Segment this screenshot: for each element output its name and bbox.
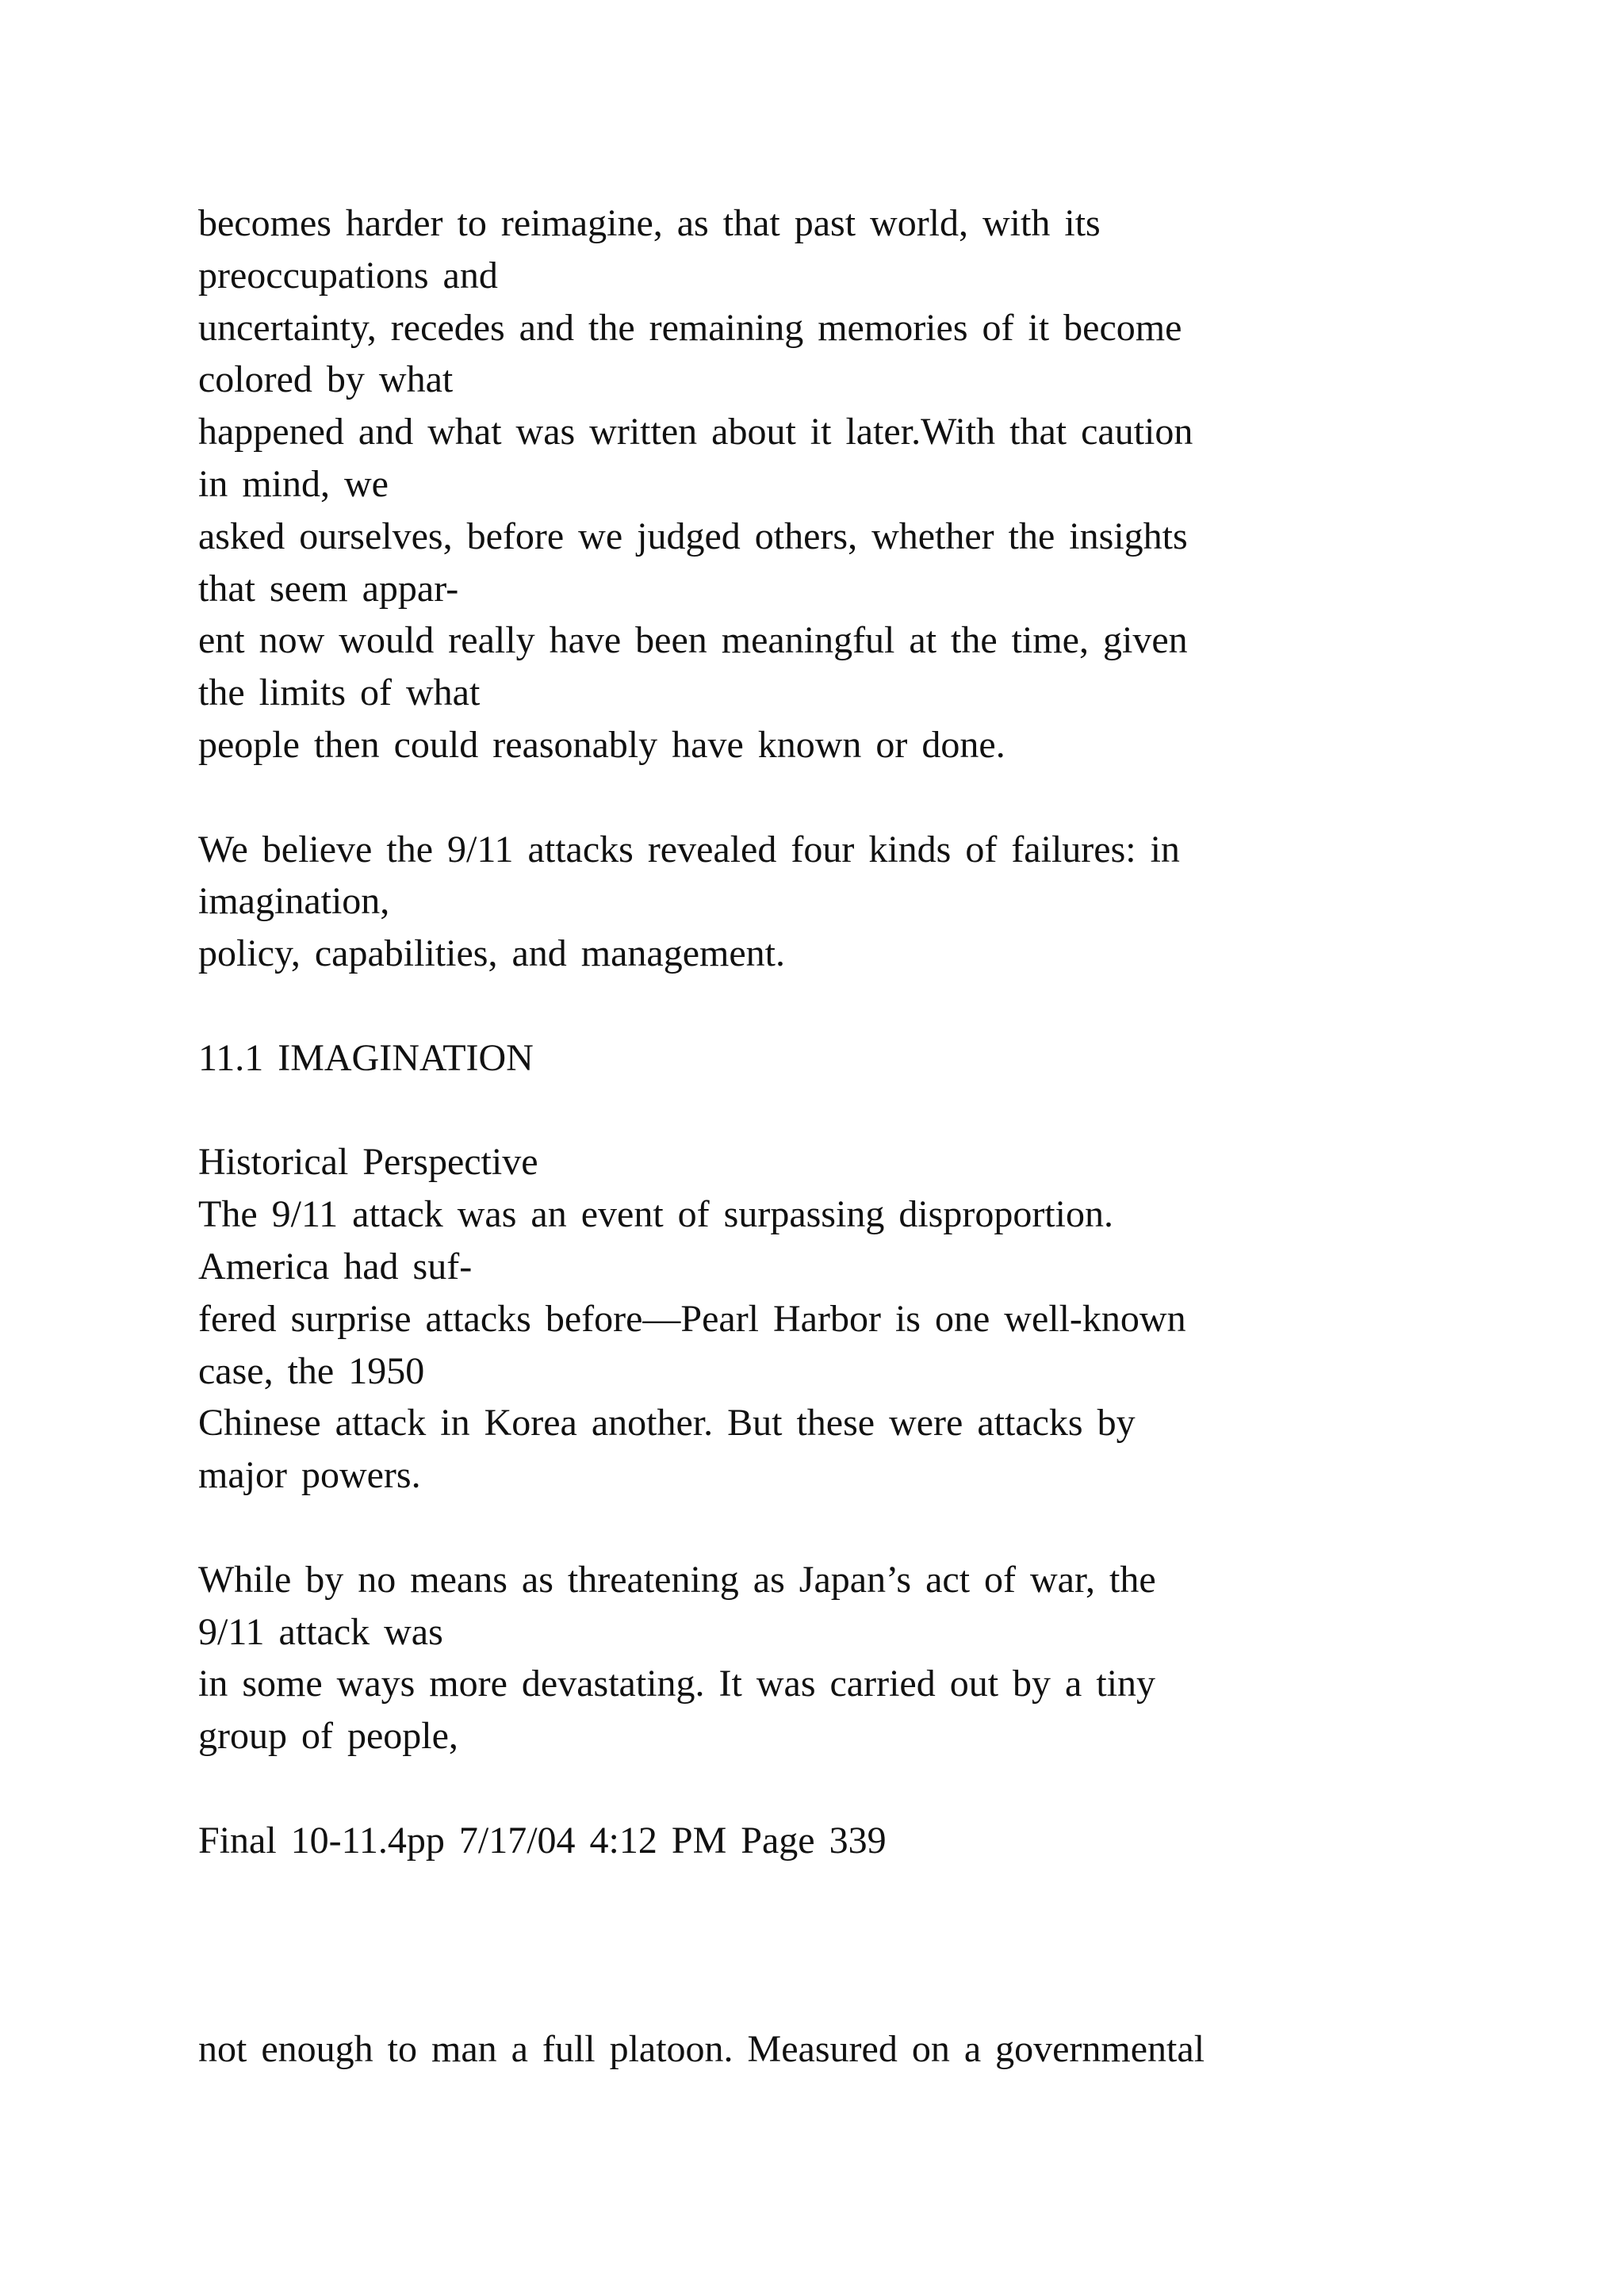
paragraph-intro bbox=[198, 197, 1435, 771]
paragraph-spacer bbox=[198, 1502, 1435, 1554]
text-line: policy, capabilities, and management. bbox=[198, 932, 785, 975]
text-line: group of people, bbox=[198, 1715, 458, 1758]
paragraph-failures bbox=[198, 824, 1435, 980]
text-line: America had suf- bbox=[198, 1245, 473, 1288]
text-line: imagination, bbox=[198, 880, 390, 923]
text-line: case, the 1950 bbox=[198, 1349, 425, 1392]
text-line: uncertainty, recedes and the remaining memories of it become bbox=[198, 306, 1182, 349]
text-line: in some ways more devastating. It was carried out by a tiny bbox=[198, 1663, 1156, 1705]
text-line: ent now would really have been meaningful at the time, given bbox=[198, 619, 1188, 662]
section-heading: 11.1 IMAGINATION bbox=[198, 1036, 534, 1079]
text-line: Chinese attack in Korea another. But these were attacks by bbox=[198, 1402, 1136, 1445]
text-line: happened and what was written about it later.With that caution bbox=[198, 411, 1193, 453]
text-line: in mind, we bbox=[198, 462, 389, 505]
text-line: fered surprise attacks before—Pearl Harbor is one well-known bbox=[198, 1297, 1186, 1340]
paragraph-historical bbox=[198, 1188, 1435, 1502]
document-page bbox=[198, 197, 1435, 2076]
text-line: We believe the 9/11 attacks revealed four kinds of failures: in bbox=[198, 828, 1180, 871]
text-line: colored by what bbox=[198, 358, 454, 401]
text-line: major powers. bbox=[198, 1454, 421, 1497]
text-line: 9/11 attack was bbox=[198, 1610, 443, 1653]
text-line: people then could reasonably have known or done. bbox=[198, 723, 1005, 766]
paragraph-threat bbox=[198, 1554, 1435, 1762]
text-line: the limits of what bbox=[198, 672, 481, 714]
text-line: asked ourselves, before we judged others, whether the insights bbox=[198, 515, 1188, 557]
paragraph-spacer bbox=[198, 771, 1435, 824]
subheading: Historical Perspective bbox=[198, 1141, 538, 1184]
page-break-spacer bbox=[198, 1867, 1435, 2023]
continuation-line: not enough to man a full platoon. Measured on a governmental bbox=[198, 2027, 1205, 2070]
paragraph-spacer bbox=[198, 1762, 1435, 1815]
text-line: becomes harder to reimagine, as that past world, with its bbox=[198, 202, 1101, 244]
paragraph-spacer bbox=[198, 980, 1435, 1032]
text-line: The 9/11 attack was an event of surpassing disproportion. bbox=[198, 1193, 1113, 1236]
paragraph-spacer bbox=[198, 1085, 1435, 1137]
text-line: that seem appar- bbox=[198, 567, 459, 610]
text-line: preoccupations and bbox=[198, 254, 498, 297]
page-footer: Final 10-11.4pp 7/17/04 4:12 PM Page 339 bbox=[198, 1819, 887, 1862]
text-line: While by no means as threatening as Japan’s act of war, the bbox=[198, 1558, 1156, 1601]
